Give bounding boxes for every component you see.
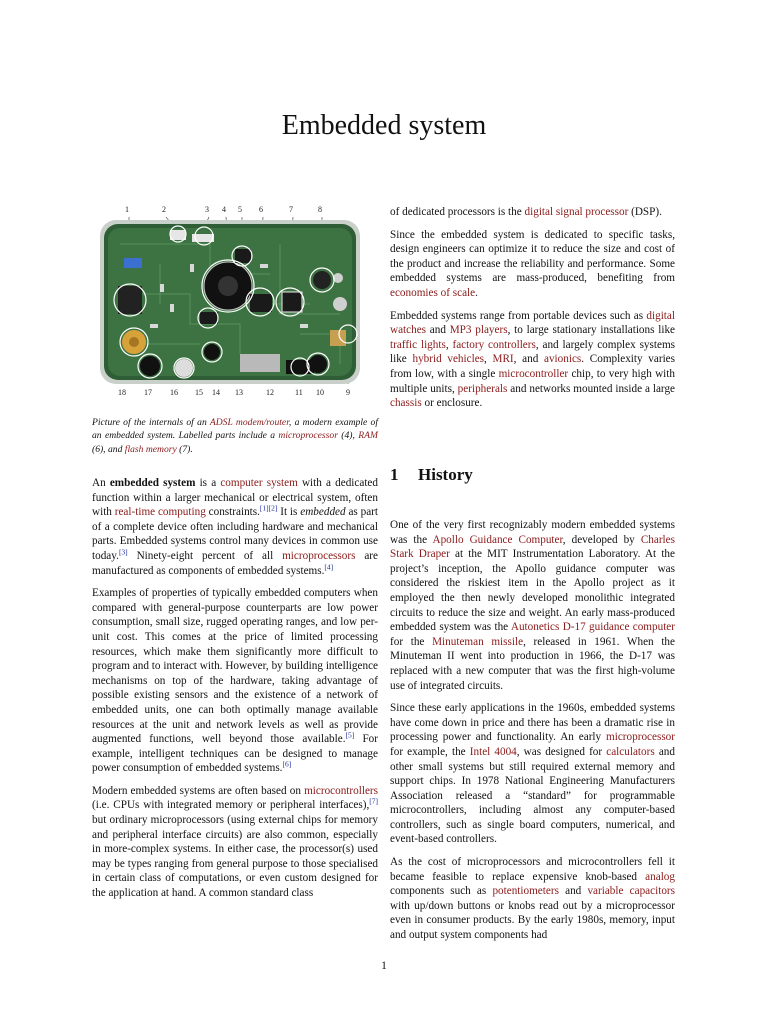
citation[interactable]: [1][2] bbox=[259, 503, 278, 513]
figure-label: 10 bbox=[316, 388, 324, 397]
link-variable-capacitors[interactable]: variable capacitors bbox=[587, 885, 676, 898]
citation[interactable]: [3] bbox=[118, 547, 128, 557]
text: As the cost of microprocessors and microcontrollers fell it became feasible to replace expensive knob-based bbox=[390, 856, 675, 883]
text: It is bbox=[277, 506, 301, 519]
link-peripherals[interactable]: peripherals bbox=[457, 382, 508, 395]
caption-text: (7). bbox=[176, 443, 193, 455]
text: . Complexity varies from low, with a single bbox=[390, 353, 675, 380]
link-mp3-players[interactable]: MP3 players bbox=[449, 324, 508, 337]
text: , and largely complex systems like bbox=[390, 338, 675, 366]
link-adsl-modem[interactable]: ADSL modem/router bbox=[209, 417, 289, 428]
text: , was designed for bbox=[516, 745, 607, 758]
link-apollo-guidance-computer[interactable]: Apollo Guidance Computer bbox=[432, 533, 563, 546]
link-calculators[interactable]: calculators bbox=[606, 745, 655, 758]
link-autonetics-d17[interactable]: Autonetics D-17 guidance computer bbox=[510, 621, 675, 634]
paragraph-1960s bbox=[390, 701, 675, 847]
link-digital-signal-processor[interactable]: digital signal processor bbox=[524, 206, 629, 218]
link-microprocessor[interactable]: microprocessor bbox=[278, 430, 338, 442]
modem-board-figure bbox=[100, 204, 360, 404]
figure-label: 9 bbox=[346, 388, 350, 397]
figure-label: 4 bbox=[222, 205, 226, 214]
text: for the bbox=[390, 635, 433, 648]
text: (DSP). bbox=[628, 206, 662, 218]
figure-label: 3 bbox=[205, 205, 209, 214]
paragraph-dedicated bbox=[390, 228, 675, 301]
link-real-time-computing[interactable]: real-time computing bbox=[114, 506, 206, 519]
text: Ninety-eight percent of all bbox=[127, 549, 283, 562]
citation[interactable]: [5] bbox=[345, 730, 355, 740]
figure-label: 2 bbox=[162, 205, 166, 214]
citation[interactable]: [4] bbox=[324, 561, 334, 571]
figure-label: 18 bbox=[118, 388, 126, 397]
link-traffic-lights[interactable]: traffic lights bbox=[390, 338, 446, 351]
text: is a bbox=[195, 477, 221, 489]
paragraph-cost bbox=[390, 855, 675, 943]
text: Since the embedded system is dedicated to specific tasks, design engineers can optimize it to reduce the size and cost of the product and increase the reliability and performance. Some embedded systems are mass-produced, benefiting from bbox=[390, 228, 675, 285]
caption-text: , a modern example of an embedded system. Labelled parts include a bbox=[92, 417, 379, 442]
link-minuteman-missile[interactable]: Minuteman missile bbox=[432, 635, 524, 648]
text: . bbox=[475, 286, 478, 299]
text: One of the very first recognizably modern embedded systems was the bbox=[390, 519, 675, 546]
text: and bbox=[426, 324, 450, 337]
figure-label: 11 bbox=[295, 388, 303, 397]
text: are manufactured as components of embedded systems. bbox=[92, 549, 378, 577]
link-potentiometers[interactable]: potentiometers bbox=[492, 885, 559, 898]
text: , bbox=[484, 353, 493, 366]
text: Modern embedded systems are often based on bbox=[92, 784, 305, 797]
figure-label: 16 bbox=[170, 388, 178, 397]
right-column-history bbox=[390, 518, 675, 951]
text: but ordinary microprocessors (using external chips for memory and peripheral interface circuits) are also common, especially in more-complex systems. In either case, the processor(s) used may be types ranging from general purpose to those specialised in certain class of computations, or even custom designed for the application at hand. A common standard class bbox=[92, 814, 378, 900]
text: Examples of properties of typically embedded computers when compared with general-purpose counterparts are low power consumption, small size, rugged operating ranges, and low per-unit cost. This comes at the price of limited processing resources, which make them significantly more difficult to program and to interact with. However, by building intelligence mechanisms on top of the hardware, taking advantage of possible existing sensors and the existence of a network of embedded units, one can both optimally manage available resources at the unit and network levels as well as provide augmented functions, well beyond those available. bbox=[92, 587, 378, 746]
figure-label: 1 bbox=[125, 205, 129, 214]
text: Embedded systems range from portable devices such as bbox=[390, 309, 647, 322]
text: chip, to very high with multiple units, bbox=[390, 367, 675, 395]
link-hybrid-vehicles[interactable]: hybrid vehicles bbox=[412, 353, 485, 366]
text: and bbox=[558, 885, 588, 898]
citation[interactable]: [7] bbox=[369, 796, 378, 806]
figure-label: 6 bbox=[259, 205, 263, 214]
paragraph-range bbox=[390, 309, 675, 411]
paragraph-apollo bbox=[390, 518, 675, 693]
paragraph-dsp bbox=[390, 205, 675, 220]
text: (i.e. CPUs with integrated memory or peripheral interfaces), bbox=[92, 799, 370, 812]
link-microprocessors[interactable]: microprocessors bbox=[282, 549, 356, 562]
link-digital-watches[interactable]: digital watches bbox=[390, 309, 675, 337]
section-heading-history bbox=[390, 465, 473, 485]
caption-text: Picture of the internals of an bbox=[92, 417, 210, 428]
paragraph-properties bbox=[92, 586, 378, 776]
link-flash-memory[interactable]: flash memory bbox=[124, 443, 177, 455]
link-intel-4004[interactable]: Intel 4004 bbox=[469, 745, 517, 758]
caption-text: (6), and bbox=[92, 443, 125, 455]
text: components such as bbox=[390, 885, 493, 898]
section-number: 1 bbox=[390, 465, 399, 484]
figure-label: 12 bbox=[266, 388, 274, 397]
link-computer-system[interactable]: computer system bbox=[220, 477, 298, 489]
text: , and bbox=[513, 353, 544, 366]
term-italic: embedded bbox=[300, 506, 346, 519]
text: at the MIT Instrumentation Laboratory. At the project’s inception, the Apollo guidance computer was considered the riskiest item in the Apollo project as it employed the then newly developed monolithic integrated circuits to reduce the size and weight. An early mass-produced embedded system was the bbox=[390, 548, 675, 634]
link-microprocessor-2[interactable]: microprocessor bbox=[606, 731, 675, 744]
page-title: Embedded system bbox=[281, 110, 487, 141]
link-charles-stark-draper[interactable]: Charles Stark Draper bbox=[390, 533, 675, 561]
text: constraints. bbox=[205, 506, 260, 519]
term-bold: embedded system bbox=[109, 477, 196, 489]
link-factory-controllers[interactable]: factory controllers bbox=[452, 338, 536, 351]
link-microcontroller[interactable]: microcontroller bbox=[498, 367, 569, 380]
citation[interactable]: [6] bbox=[282, 759, 292, 769]
figure-label: 5 bbox=[238, 205, 242, 214]
text: Since these early applications in the 1960s, embedded systems have come down in price and there has been a dramatic rise in processing power and functionality. An early bbox=[390, 702, 675, 744]
figure-label: 15 bbox=[195, 388, 203, 397]
text: as part of a complete device often including hardware and mechanical parts. Embedded systems control many devices in common use today. bbox=[92, 506, 379, 562]
right-column-top bbox=[390, 205, 675, 419]
figure-label: 13 bbox=[235, 388, 243, 397]
text: with a dedicated function within a larger mechanical or electrical system, often with bbox=[92, 477, 378, 519]
figure-label: 8 bbox=[318, 205, 322, 214]
link-avionics[interactable]: avionics bbox=[543, 353, 582, 366]
page-number: 1 bbox=[381, 960, 387, 972]
text: , developed by bbox=[562, 533, 641, 546]
paragraph-modern bbox=[92, 784, 378, 901]
link-ram[interactable]: RAM bbox=[358, 430, 378, 442]
text: with up/down buttons or knobs read out by a microprocessor even in consumer products. By the early 1980s, memory, input and output system components had bbox=[390, 899, 675, 942]
figure-label: 7 bbox=[289, 205, 293, 214]
link-microcontrollers[interactable]: microcontrollers bbox=[304, 784, 378, 797]
text: For example, intelligent techniques can be designed to manage power consumption of embedded systems. bbox=[92, 733, 378, 775]
link-economies-of-scale[interactable]: economies of scale bbox=[390, 286, 476, 299]
text: for example, the bbox=[390, 745, 470, 758]
link-analog[interactable]: analog bbox=[645, 870, 675, 883]
figure-label: 17 bbox=[144, 388, 152, 397]
figure-label: 14 bbox=[212, 388, 220, 397]
text: , bbox=[445, 338, 453, 351]
section-title: History bbox=[418, 465, 473, 484]
link-mri[interactable]: MRI bbox=[492, 353, 514, 366]
text: or enclosure. bbox=[421, 397, 483, 410]
text: and networks mounted inside a large bbox=[507, 382, 675, 395]
link-chassis[interactable]: chassis bbox=[390, 397, 422, 410]
text: , released in 1961. When the Minuteman II went into production in 1966, the D-17 was replaced with a new computer that was the first high-volume use of integrated circuits. bbox=[390, 635, 675, 692]
text: of dedicated processors is the bbox=[390, 206, 525, 218]
text: and other small systems but still required external memory and support chips. In 1978 National Engineering Manufacturers Association released a “standard” for programmable microcontrollers, including almost any computer-based controllers, such as single board computers, numerical, and event-based controllers. bbox=[390, 745, 675, 846]
text: , to large stationary installations like bbox=[507, 324, 676, 337]
paragraph-intro bbox=[92, 476, 378, 578]
figure-caption bbox=[92, 416, 378, 456]
text: An bbox=[92, 477, 110, 489]
left-column bbox=[92, 476, 378, 909]
circuit-board-image bbox=[100, 204, 360, 404]
caption-text: (4), bbox=[337, 430, 359, 442]
